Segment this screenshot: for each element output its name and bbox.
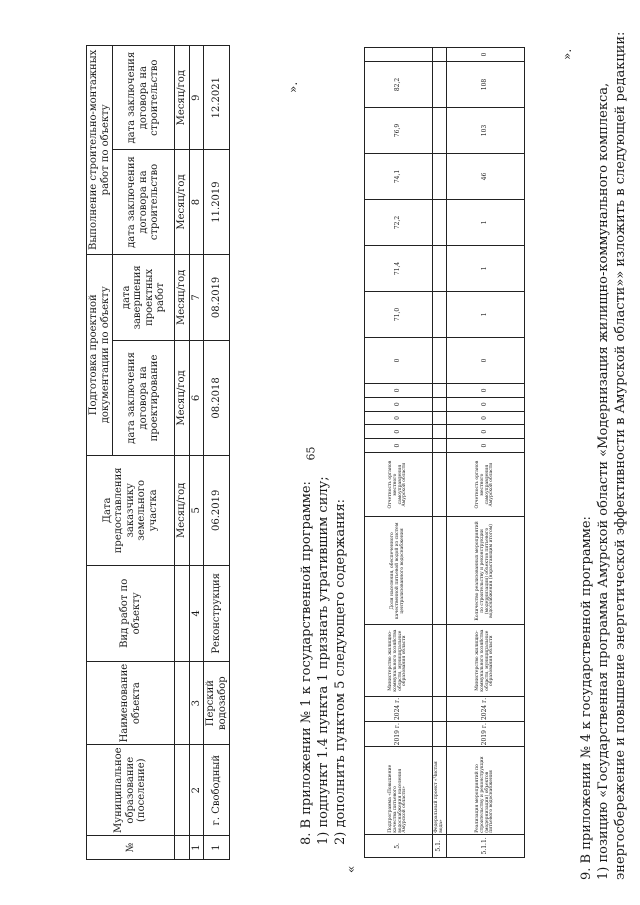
table-row [433, 48, 447, 858]
header-land-date: Дата предоставления заказчику земельного участка [87, 455, 175, 565]
value-cell: 0 [365, 425, 433, 439]
header-municipality: Муниципальное образование (поселение) [87, 745, 175, 836]
value-cell [433, 153, 447, 199]
row-start: 2019 г. [447, 722, 525, 747]
value-cell: 0 [365, 383, 433, 397]
value-cell: 0 [447, 337, 525, 383]
opening-quote: « [344, 865, 358, 873]
section-8-heading: 8. В приложении № 1 к государственной программе: [299, 481, 314, 845]
column-number: 9 [189, 46, 204, 150]
row-end [433, 696, 447, 721]
page-number: 65 [304, 446, 318, 461]
value-cell [433, 48, 447, 62]
objects-table [86, 45, 230, 860]
row-construction-contract: 11.2019 [204, 150, 230, 254]
value-cell: 103 [447, 107, 525, 153]
column-number: 6 [189, 341, 204, 456]
header-construction-group: Выполнение строительно-монтажных работ по объекту [87, 46, 113, 255]
row-indicator [433, 517, 447, 625]
column-number: 1 [189, 836, 204, 860]
header-object-name: Наименование объекта [87, 661, 175, 745]
value-cell: 0 [447, 425, 525, 439]
header-design-contract: дата заключения договора на проектирование [113, 341, 175, 456]
row-source: Отчетность органов местного самоуправления Амурской области [365, 452, 433, 516]
value-cell [433, 199, 447, 245]
value-cell: 0 [447, 383, 525, 397]
row-name: Подпрограмма «Повышение качества питьевого водоснабжения населения Амурской области» [365, 747, 433, 834]
row-no: 1 [204, 836, 230, 860]
value-cell: 1 [447, 245, 525, 291]
row-number: 5.1. [433, 834, 447, 857]
row-executor: Министерство жилищно-коммунального хозяйства области, муниципальные образования области [365, 625, 433, 696]
section-9-heading: 9. В приложении № 4 к государственной программе: [579, 516, 594, 880]
row-end: 2024 г. [447, 696, 525, 721]
value-cell [433, 383, 447, 397]
value-cell [433, 397, 447, 411]
value-cell: 46 [447, 153, 525, 199]
row-end: 2024 г. [365, 696, 433, 721]
value-cell: 0 [365, 411, 433, 425]
table-row [447, 48, 525, 858]
indicators-table [364, 47, 525, 858]
row-work: Реконструкция [204, 565, 230, 661]
row-source [433, 452, 447, 516]
unit-construction-contract-2: Месяц/год [175, 46, 190, 150]
unit-design-finish: Месяц/год [175, 254, 190, 340]
value-cell [365, 48, 433, 62]
value-cell [433, 61, 447, 107]
section-8 [298, 476, 349, 845]
row-source: Отчетность органов местного самоуправления Амурской области [447, 452, 525, 516]
value-cell: 0 [365, 337, 433, 383]
row-start: 2019 г. [365, 722, 433, 747]
unit-construction-contract: Месяц/год [175, 150, 190, 254]
header-construction-contract-2: дата заключения договора на строительство [113, 46, 175, 150]
closing-quote-2: ». [560, 48, 574, 60]
value-cell: 1 [447, 291, 525, 337]
value-cell [433, 245, 447, 291]
row-construction-contract-2: 12.2021 [204, 46, 230, 150]
table-row [365, 48, 433, 858]
row-number: 5.1.1. [447, 834, 525, 857]
row-design-finish: 08.2019 [204, 254, 230, 340]
value-cell [433, 107, 447, 153]
header-design-finish: дата завершения проектных работ [113, 254, 175, 340]
row-design-contract: 08.2018 [204, 341, 230, 456]
row-name: Федеральный проект «Чистая вода» [433, 747, 447, 834]
row-number: 5. [365, 834, 433, 857]
header-design-group: Подготовка проектной документации по объекту [87, 254, 113, 455]
value-cell [433, 439, 447, 453]
row-municipality: г. Свободный [204, 745, 230, 836]
column-number: 7 [189, 254, 204, 340]
value-cell [433, 425, 447, 439]
value-cell: 74,1 [365, 153, 433, 199]
section-8-item-1: 1) подпункт 1.4 пункта 1 признать утратившим силу; [316, 476, 331, 845]
column-number: 8 [189, 150, 204, 254]
section-8-item-2: 2) дополнить пунктом 5 следующего содержания: [333, 498, 348, 845]
column-number: 3 [189, 661, 204, 745]
value-cell: 1 [447, 199, 525, 245]
header-no: № [87, 836, 175, 860]
value-cell: 71,0 [365, 291, 433, 337]
value-cell: 0 [365, 397, 433, 411]
value-cell: 0 [447, 439, 525, 453]
unit-cell [175, 565, 190, 661]
unit-cell [175, 661, 190, 745]
value-cell: 72,2 [365, 199, 433, 245]
row-indicator: Доля населения, обеспеченного качественной питьевой водой из систем централизованного водоснабжения [365, 517, 433, 625]
row-executor [433, 625, 447, 696]
section-9 [578, 20, 629, 880]
section-9-item-1: 1) позицию «Государственная программа Амурской области «Модернизация жилищно-коммунального комплекса, энергосбережение и повышение энергетической эффективности в Амурской области»» изложить в следующей редакции: [596, 31, 628, 880]
value-cell: 0 [447, 397, 525, 411]
value-cell: 108 [447, 61, 525, 107]
header-work-type: Вид работ по объекту [87, 565, 175, 661]
row-indicator: Количество реализованных мероприятий по строительству и реконструкции (модернизации) объектов питьевого водоснабжения (нарастающим итогом) [447, 517, 525, 625]
unit-cell [175, 745, 190, 836]
row-land-date: 06.2019 [204, 455, 230, 565]
column-number: 5 [189, 455, 204, 565]
closing-quote: ». [286, 81, 300, 93]
row-start [433, 722, 447, 747]
value-cell: 76,9 [365, 107, 433, 153]
unit-land: Месяц/год [175, 455, 190, 565]
value-cell: 0 [447, 48, 525, 62]
value-cell: 0 [365, 439, 433, 453]
column-number: 2 [189, 745, 204, 836]
unit-design-contract: Месяц/год [175, 341, 190, 456]
unit-cell [175, 836, 190, 860]
value-cell [433, 291, 447, 337]
row-name: Реализация мероприятий по строительству и реконструкции (модернизации) объектов питьевого водоснабжения [447, 747, 525, 834]
value-cell [433, 337, 447, 383]
row-executor: Министерство жилищно-коммунального хозяйства области, муниципальные образования области [447, 625, 525, 696]
value-cell: 0 [447, 411, 525, 425]
header-construction-contract: дата заключения договора на строительство [113, 150, 175, 254]
value-cell [433, 411, 447, 425]
value-cell: 71,4 [365, 245, 433, 291]
row-object: Перский водозабор [204, 661, 230, 745]
column-number: 4 [189, 565, 204, 661]
value-cell: 82,2 [365, 61, 433, 107]
